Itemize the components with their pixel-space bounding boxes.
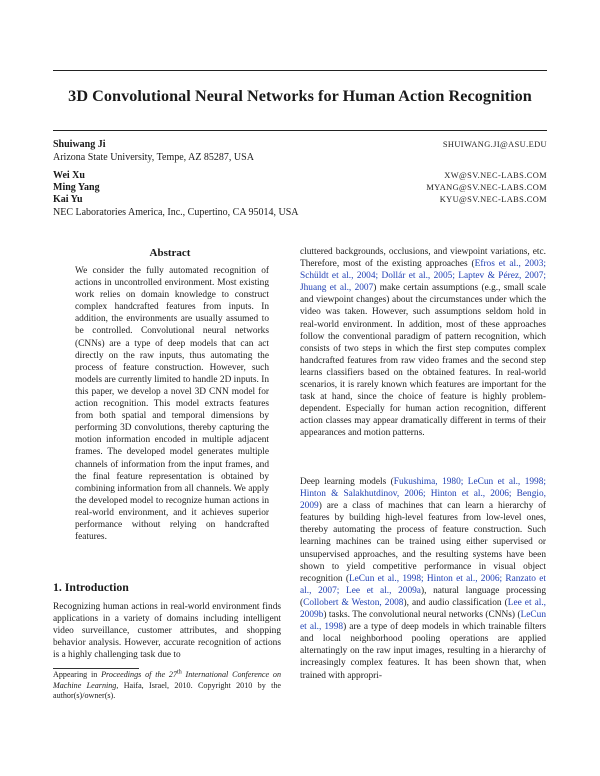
author-name: Ming Yang — [53, 182, 100, 193]
author-email: SHUIWANG.JI@ASU.EDU — [442, 140, 547, 149]
author-name: Wei Xu — [53, 170, 85, 181]
section-heading-introduction: 1. Introduction — [53, 580, 129, 594]
abstract-paragraph: We consider the fully automated recognition of actions in uncontrolled environment. Most existing work relies on domain knowledge to construct complex handcrafted features from inputs. In addition, the environments are usually assumed to be controlled. Convolutional neural networks (CNNs) are a type of deep models that can act directly on the raw inputs, thus automating the process of feature construction. However, such models are currently limited to handle 2D inputs. In this paper, we develop a novel 3D CNN model for action recognition. This model extracts features from both spatial and temporal dimensions by performing 3D convolutions, thereby capturing the motion information encoded in multiple adjacent frames. The developed model generates multiple channels of information from the input frames, and the final feature representation is obtained by combining information from all channels. We apply the developed model to recognize human actions in real-world environment, and it achieves superior performance without relying on handcrafted features. — [75, 266, 269, 543]
paper-title: 3D Convolutional Neural Networks for Human Action Recognition — [68, 87, 532, 105]
abstract-body — [75, 265, 269, 543]
intro-paragraph: Recognizing human actions in real-world environment finds applications in a variety of domains including intelligent video surveillance, customer attributes, and shopping behavior analysis. However, accurate recognition of actions is a highly challenging task due to — [53, 602, 281, 661]
introduction-body — [53, 601, 281, 661]
right-column-paragraph-2: Deep learning models (Fukushima, 1980; LeCun et al., 1998; Hinton & Salakhutdinov, 2006; Hinton et al., 2006; Bengio, 2009) are a class of machines that can learn a hierarchy of features by building high-level features from low-level ones, thereby automating the process of feature construction. Such learning machines can be trained using either supervised or unsupervised approaches, and the resulting systems have been shown to yield competitive performance in visual object recognition (LeCun et al., 1998; Hinton et al., 2006; Ranzato et al., 2007; Lee et al., 2009a), natural language processing (Collobert & Weston, 2008), and audio classification (Lee et al., 2009b) tasks. The convolutional neural networks (CNNs) (LeCun et al., 1998) are a type of deep models in which trainable filters and local neighborhood pooling operations are applied alternatingly on the raw input images, resulting in a hierarchy of increasingly complex features. It has been shown that, when trained with appropri- — [300, 477, 547, 681]
author-email: MYANG@SV.NEC-LABS.COM — [426, 183, 547, 192]
author-affiliation: Arizona State University, Tempe, AZ 85287, USA — [53, 152, 254, 163]
citation-link[interactable]: Collobert & Weston, 2008 — [303, 597, 404, 608]
footnote: Appearing in Proceedings of the 27th International Conference on Machine Learning, Haifa, Israel, 2010. Copyright 2010 by the author(s)/owner(s). — [53, 669, 281, 701]
author-affiliation: NEC Laboratories America, Inc., Cupertino, CA 95014, USA — [53, 207, 299, 218]
citation-link[interactable]: LeCun et al., 1998; Hinton et al., 2006; Ranzato et al., 2007; Lee et al., 2009a — [300, 573, 546, 596]
author-email: KYU@SV.NEC-LABS.COM — [439, 195, 547, 204]
citation-link[interactable]: Fukushima, 1980; LeCun et al., 1998; Hinton & Salakhutdinov, 2006; Hinton et al., 2006; Bengio, 2009 — [300, 477, 546, 512]
citation-link[interactable]: LeCun et al., 1998 — [300, 610, 546, 633]
author-email: XW@SV.NEC-LABS.COM — [444, 171, 547, 180]
right-column-paragraph-1: cluttered backgrounds, occlusions, and viewpoint variations, etc. Therefore, most of the existing approaches (Efros et al., 2003; Schüldt et al., 2004; Dollár et al., 2005; Laptev & Pérez, 2007; Jhuang et al., 2007) make certain assumptions (e.g., small scale and viewpoint changes) about the circumstances under which the video was taken. However, such assumptions seldom hold in real-world environment. In addition, most of these approaches follow the conventional paradigm of pattern recognition, which consists of two steps in which the first step computes complex handcrafted features from raw video frames and the second step learns classifiers based on the obtained features. In real-world scenarios, it is rarely known which features are important for the task at hand, since the choice of feature is highly problem-dependent. Especially for human action recognition, different action classes may appear dramatically different in terms of their appearances and motion patterns. — [300, 247, 547, 439]
title-bottom-rule — [53, 130, 547, 131]
footnote-rule — [53, 668, 139, 669]
author-name: Shuiwang Ji — [53, 139, 106, 150]
author-name: Kai Yu — [53, 194, 83, 205]
title-top-rule — [53, 70, 547, 71]
citation-link[interactable]: Lee et al., 2009b — [300, 597, 546, 621]
abstract-heading: Abstract — [149, 247, 191, 259]
citation-link[interactable]: Efros et al., 2003; Schüldt et al., 2004; Dollár et al., 2005; Laptev & Pérez, 2007; Jhuang et al., 2007 — [300, 259, 546, 294]
